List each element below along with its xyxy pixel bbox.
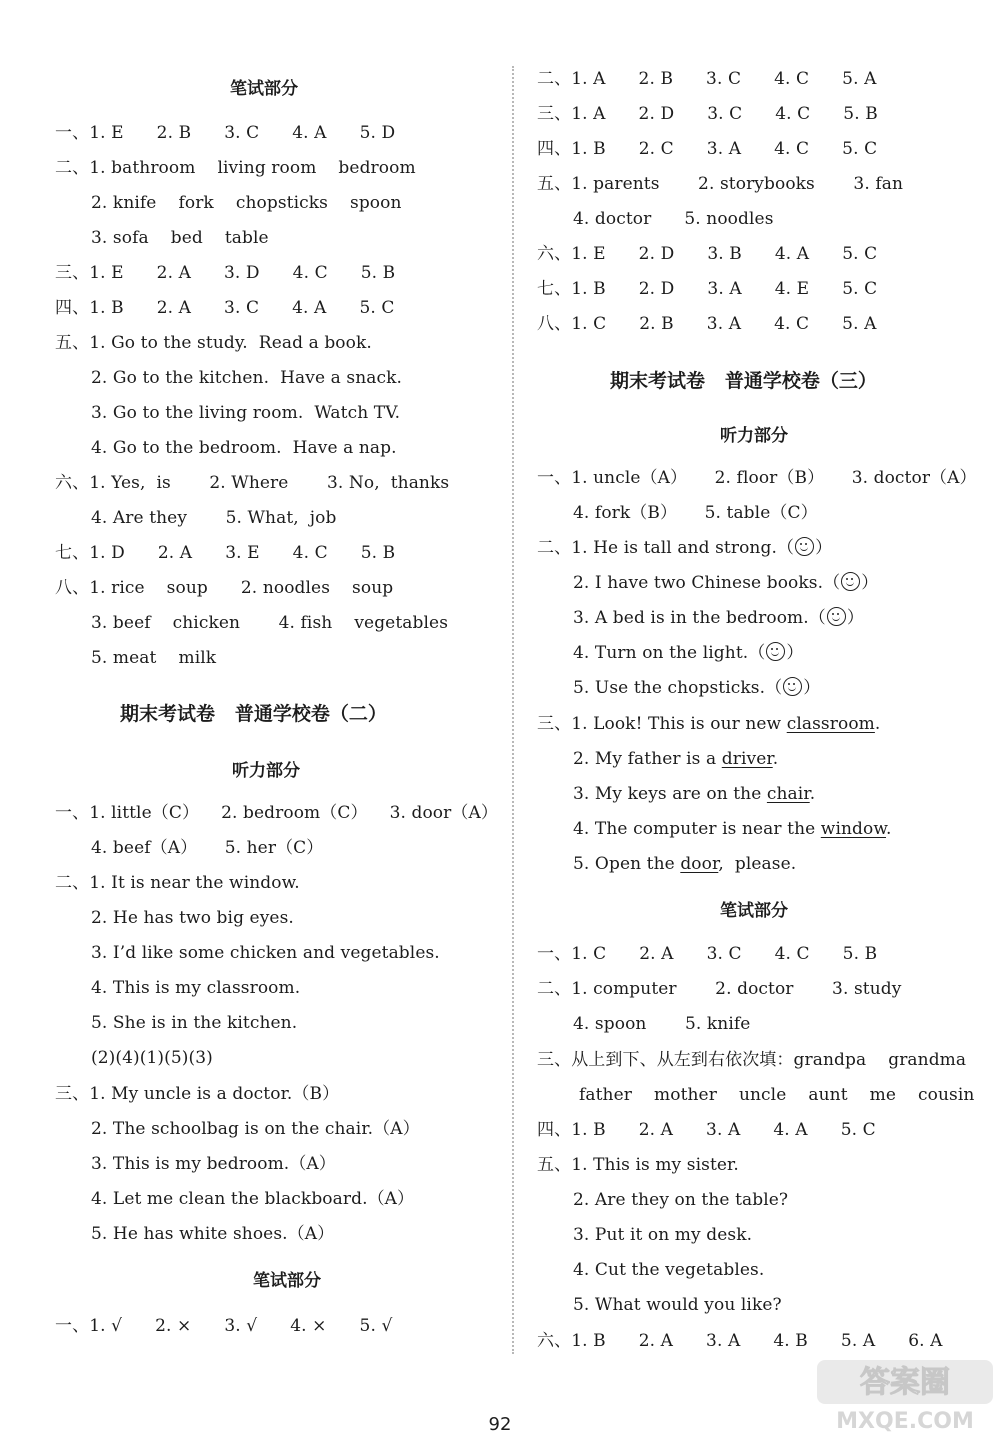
answer-line: 六、1. Yes, is 2. Where 3. No, thanks	[55, 473, 450, 493]
smile-face-icon	[841, 572, 860, 591]
answer-line: 七、1. B 2. D 3. A 4. E 5. C	[537, 279, 878, 299]
answer-text: 三、1. Look! This is our new	[537, 714, 787, 734]
exam-title: 期末考试卷 普通学校卷（二）	[120, 703, 387, 725]
answer-line: 三、从上到下、从左到右依次填：grandpa grandma	[537, 1050, 967, 1070]
answer-line	[573, 853, 796, 875]
answer-line: 四、1. B 2. A 3. C 4. A 5. C	[55, 298, 395, 318]
answer-line: 一、1. C 2. A 3. C 4. C 5. B	[537, 944, 878, 964]
answer-text: 4. The computer is near the	[573, 819, 821, 839]
answer-line: 3. beef chicken 4. fish vegetables	[91, 613, 449, 633]
answer-line	[573, 783, 815, 805]
answer-text: 5. Open the	[573, 854, 681, 874]
answer-line: 4. Are they 5. What, job	[91, 508, 337, 528]
smile-face-icon	[766, 642, 785, 661]
page-number: 92	[488, 1414, 512, 1435]
answer-line: 2. knife fork chopsticks spoon	[91, 193, 402, 213]
smile-face-icon	[783, 677, 802, 696]
answer-line: 5. He has white shoes.（A）	[91, 1224, 335, 1244]
answer-line: 3. I’d like some chicken and vegetables.	[91, 943, 440, 963]
answer-line: 4. fork（B） 5. table（C）	[573, 503, 818, 523]
answer-text: 4. Turn on the light.	[573, 643, 749, 663]
paren-close: ）	[803, 678, 821, 698]
column-divider	[512, 66, 514, 1354]
answer-line: 三、1. My uncle is a doctor.（B）	[55, 1084, 340, 1104]
exam-title: 期末考试卷 普通学校卷（三）	[610, 370, 877, 392]
section-heading: 听力部分	[720, 426, 788, 446]
paren-open: （	[776, 538, 795, 558]
answer-line: 2. The schoolbag is on the chair.（A）	[91, 1119, 420, 1139]
answer-line: 二、1. It is near the window.	[55, 873, 300, 893]
answer-line: 八、1. C 2. B 3. A 4. C 5. A	[537, 314, 877, 334]
answer-line: 4. spoon 5. knife	[573, 1014, 751, 1034]
answer-line: 3. sofa bed table	[91, 228, 269, 248]
answer-line: 四、1. B 2. A 3. A 4. A 5. C	[537, 1120, 876, 1140]
answer-text: , please.	[718, 854, 797, 874]
answer-line	[573, 677, 820, 699]
answer-text: .	[886, 819, 892, 839]
answer-line: 4. beef（A） 5. her（C）	[91, 838, 324, 858]
answer-text: 3. My keys are on the	[573, 784, 767, 804]
answer-line: 八、1. rice soup 2. noodles soup	[55, 578, 394, 598]
answer-line: 2. Are they on the table?	[573, 1190, 789, 1210]
paren-open: （	[748, 643, 766, 663]
watermark-url: MXQE.COM	[836, 1409, 974, 1434]
paren-close: ）	[786, 643, 804, 663]
answer-line: (2)(4)(1)(5)(3)	[91, 1048, 213, 1068]
paren-close: ）	[846, 608, 864, 628]
watermark-title: 答案圈	[860, 1365, 950, 1400]
answer-line	[537, 537, 832, 559]
answer-line	[573, 572, 878, 594]
answer-line: 3. This is my bedroom.（A）	[91, 1154, 336, 1174]
answer-line: 一、1. E 2. B 3. C 4. A 5. D	[55, 123, 396, 143]
answer-line: 4. Go to the bedroom. Have a nap.	[91, 438, 397, 458]
answer-line: 3. Go to the living room. Watch TV.	[91, 403, 401, 423]
answer-line: 六、1. E 2. D 3. B 4. A 5. C	[537, 244, 878, 264]
answer-text: .	[809, 784, 816, 804]
answer-word: window	[820, 819, 886, 839]
answer-word: door	[680, 854, 719, 874]
answer-line: 四、1. B 2. C 3. A 4. C 5. C	[537, 139, 878, 159]
paren-open: （	[808, 608, 826, 628]
section-heading: 笔试部分	[230, 79, 298, 99]
answer-line: 5. She is in the kitchen.	[91, 1013, 298, 1033]
answer-line	[573, 607, 864, 629]
paren-open: （	[765, 678, 783, 698]
answer-line	[573, 748, 778, 770]
answer-text: 3. A bed is in the bedroom.	[573, 608, 809, 628]
paren-close: ）	[861, 573, 879, 593]
answer-word: driver	[721, 749, 773, 769]
answer-line: 二、1. A 2. B 3. C 4. C 5. A	[537, 69, 877, 89]
section-heading: 听力部分	[232, 761, 300, 781]
answer-line: 4. This is my classroom.	[91, 978, 301, 998]
answer-line	[573, 818, 892, 840]
answer-line: 3. Put it on my desk.	[573, 1225, 753, 1245]
answer-text: 2. My father is a	[573, 749, 722, 769]
answer-line: 五、1. This is my sister.	[537, 1155, 739, 1175]
answer-line: 一、1. little（C） 2. bedroom（C） 3. door（A）	[55, 803, 498, 823]
answer-line: 一、1. √ 2. × 3. √ 4. × 5. √	[55, 1316, 393, 1336]
answer-line: 二、1. computer 2. doctor 3. study	[537, 979, 902, 999]
answer-text: 5. Use the chopsticks.	[573, 678, 766, 698]
answer-line: 五、1. Go to the study. Read a book.	[55, 333, 372, 353]
answer-line: 七、1. D 2. A 3. E 4. C 5. B	[55, 543, 396, 563]
answer-line: 4. Let me clean the blackboard.（A）	[91, 1189, 415, 1209]
answer-line: 三、1. E 2. A 3. D 4. C 5. B	[55, 263, 396, 283]
answer-line: 三、1. A 2. D 3. C 4. C 5. B	[537, 104, 878, 124]
answer-text: .	[874, 714, 881, 734]
section-heading: 笔试部分	[253, 1271, 321, 1291]
answer-line	[537, 713, 880, 735]
answer-line: 2. Go to the kitchen. Have a snack.	[91, 368, 403, 388]
answer-line: 2. He has two big eyes.	[91, 908, 294, 928]
section-heading: 笔试部分	[720, 901, 788, 921]
answer-text: 2. I have two Chinese books.	[573, 573, 824, 593]
answer-line: 5. What would you like?	[573, 1295, 782, 1315]
answer-line: father mother uncle aunt me cousin	[579, 1085, 975, 1105]
paren-open: （	[823, 573, 841, 593]
answer-word: classroom	[786, 714, 875, 734]
answer-line: 4. Cut the vegetables.	[573, 1260, 765, 1280]
answer-line: 4. doctor 5. noodles	[573, 209, 774, 229]
answer-line: 一、1. uncle（A） 2. floor（B） 3. doctor（A）	[537, 468, 977, 488]
answer-line: 五、1. parents 2. storybooks 3. fan	[537, 174, 904, 194]
answer-line: 二、1. bathroom living room bedroom	[55, 158, 416, 178]
paren-close: ）	[815, 538, 833, 558]
answer-text: 二、1. He is tall and strong.	[537, 538, 777, 558]
watermark-logo-icon	[815, 1358, 995, 1434]
answer-line: 六、1. B 2. A 3. A 4. B 5. A 6. A	[537, 1331, 943, 1351]
smile-face-icon	[795, 537, 814, 556]
smile-face-icon	[827, 607, 846, 626]
answer-line: 5. meat milk	[91, 648, 217, 668]
answer-word: chair	[766, 784, 810, 804]
answer-line	[573, 642, 803, 664]
answer-text: .	[772, 749, 779, 769]
